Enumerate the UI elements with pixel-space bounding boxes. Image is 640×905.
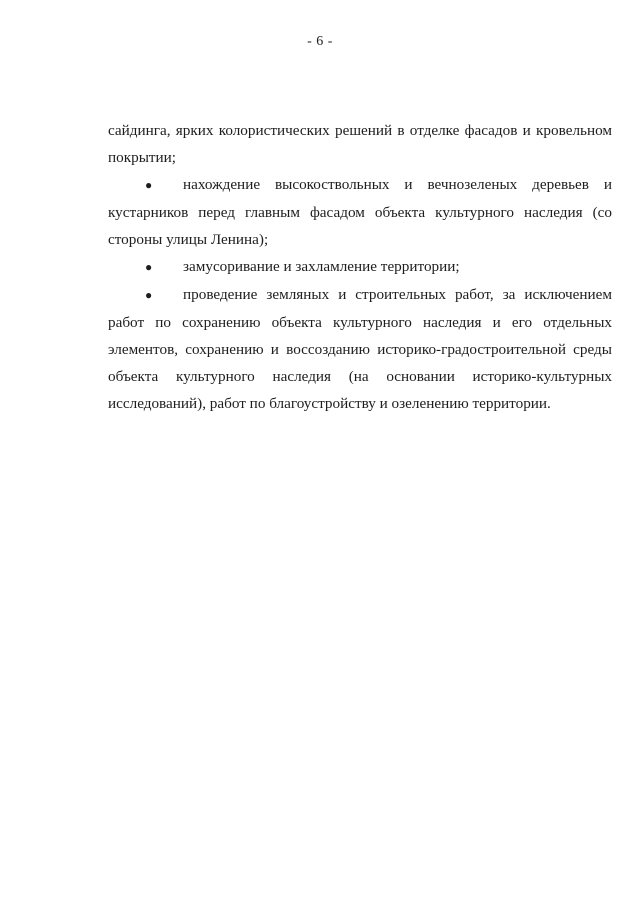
paragraph-text: сайдинга, ярких колористических решений в отделке фасадов и кровельном покрытии;: [108, 122, 612, 166]
page-number: - 6 -: [307, 34, 333, 49]
list-item-text: нахождение высокоствольных и вечнозеленых деревьев и кустарников перед главным фасадом объекта культурного наследия (со стороны улицы Ленина);: [108, 176, 612, 248]
list-item: [108, 171, 612, 253]
list-item: [108, 281, 612, 417]
list-item: [108, 253, 612, 281]
bullet-marker: ●: [145, 178, 153, 192]
bullet-marker: ●: [145, 288, 153, 302]
continued-paragraph: [108, 117, 612, 171]
document-body: [108, 117, 612, 417]
bullet-marker: ●: [145, 260, 153, 274]
list-item-text: замусоривание и захламление территории;: [183, 258, 460, 275]
list-item-text: проведение земляных и строительных работ, за исключением работ по сохранению объекта культурного наследия и его отдельных элементов, сохранению и воссозданию историко-градостроительной среды объекта культурного наследия (на основании историко-культурных исследований), работ по благоустройству и озеленению территории.: [108, 286, 612, 412]
